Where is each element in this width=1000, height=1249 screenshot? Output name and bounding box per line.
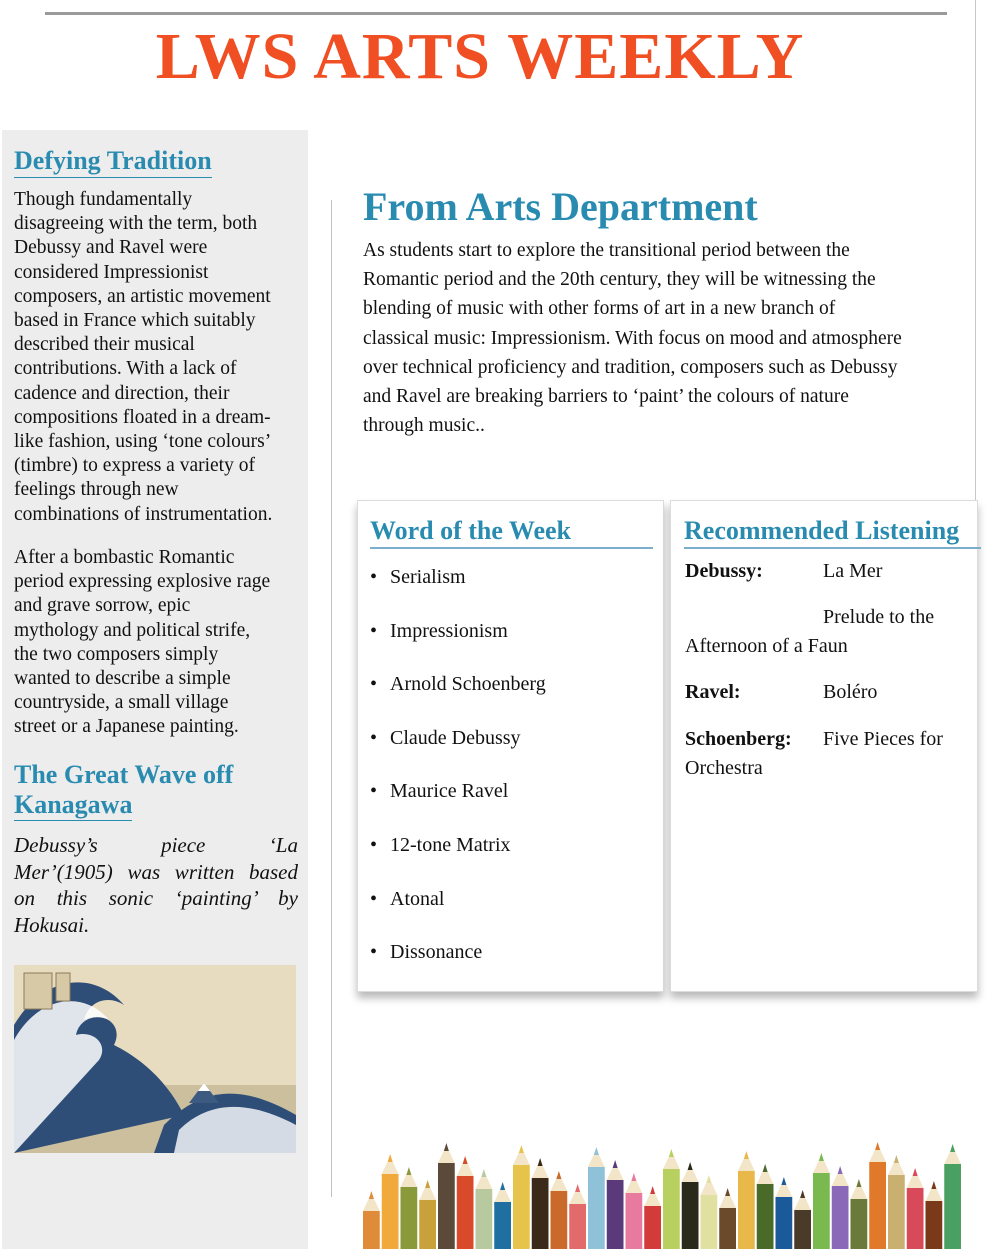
masthead-title: LWS ARTS WEEKLY xyxy=(155,20,805,93)
word-of-the-week-item-label: 12-tone Matrix xyxy=(390,834,511,856)
sidebar-paragraph-line: Though fundamentally xyxy=(14,189,193,210)
pencil xyxy=(644,1186,661,1249)
sidebar-quote-line: on this sonic ‘painting’ by xyxy=(14,886,298,910)
sidebar-paragraph-line: feelings through new xyxy=(14,479,179,501)
sidebar-paragraph-line: disagreeing with the term, both xyxy=(14,213,258,235)
word-of-the-week-item xyxy=(370,940,482,964)
pencil xyxy=(419,1180,436,1249)
word-of-the-week-item-label: Serialism xyxy=(390,566,466,588)
word-of-the-week-item xyxy=(370,726,521,750)
sidebar-paragraph-line: described their musical xyxy=(14,334,195,356)
sidebar-heading-great-wave-line2: Kanagawa xyxy=(14,790,133,819)
pencil xyxy=(663,1149,680,1249)
bullet-icon: • xyxy=(370,941,378,964)
bullet-icon: • xyxy=(370,566,378,588)
rl-ravel-label: Ravel: xyxy=(685,681,741,703)
pencil xyxy=(588,1147,605,1249)
sidebar-paragraph-line: combinations of instrumentation. xyxy=(14,503,273,525)
pencil xyxy=(813,1153,830,1249)
sidebar-paragraph-line: (timbre) to express a variety of xyxy=(14,455,255,477)
rl-schoenberg-work-line1: Five Pieces for xyxy=(823,728,943,750)
pencil xyxy=(738,1151,755,1249)
main-body-line: over technical proficiency and tradition, composers such as Debussy xyxy=(363,356,898,378)
sidebar-paragraph-line: like fashion, using ‘tone colours’ xyxy=(14,431,272,453)
pencil xyxy=(569,1184,586,1249)
pencil xyxy=(907,1168,924,1249)
sidebar-quote xyxy=(14,832,298,938)
pencil xyxy=(382,1154,399,1249)
main-body-line: through music.. xyxy=(363,415,485,437)
recommended-listening-card xyxy=(670,500,978,992)
colored-pencils-illustration xyxy=(362,1105,962,1249)
rl-schoenberg-work-line2: Orchestra xyxy=(685,757,763,779)
pencil xyxy=(494,1182,511,1249)
word-of-the-week-item-label: Maurice Ravel xyxy=(390,780,509,803)
pencil xyxy=(438,1143,455,1249)
bullet-icon: • xyxy=(370,887,378,910)
sidebar-paragraph-line: compositions floated in a dream- xyxy=(14,406,271,428)
sidebar-paragraph-1 xyxy=(14,188,300,527)
bullet-icon: • xyxy=(370,726,378,749)
pencil xyxy=(701,1175,718,1249)
bullet-icon: • xyxy=(370,619,378,642)
pencil xyxy=(926,1181,943,1249)
main-body-line: Romantic period and the 20th century, they will be witnessing the xyxy=(363,269,876,291)
sidebar-paragraph-line: and grave sorrow, epic xyxy=(14,595,191,617)
word-of-the-week-item-label: Impressionism xyxy=(390,619,508,642)
word-of-the-week-item-label: Atonal xyxy=(390,887,445,910)
pencil xyxy=(401,1167,418,1249)
sidebar-paragraph-line: After a bombastic Romantic xyxy=(14,547,235,568)
bullet-icon: • xyxy=(370,673,378,696)
word-of-the-week-item xyxy=(370,619,508,643)
bullet-icon: • xyxy=(370,834,378,856)
sidebar-paragraph-line: considered Impressionist xyxy=(14,261,209,283)
sidebar-paragraph-line: composers, an artistic movement xyxy=(14,285,271,307)
recommended-listening-heading: Recommended Listening xyxy=(684,516,981,549)
main-body-line: As students start to explore the transitional period between the xyxy=(363,240,850,261)
word-of-the-week-item xyxy=(370,833,511,857)
sidebar-heading-great-wave-line1: The Great Wave off xyxy=(14,760,234,789)
pencil xyxy=(869,1142,886,1249)
main-heading: From Arts Department xyxy=(363,184,758,229)
main-body-line: classical music: Impressionism. With focus on mood and atmosphere xyxy=(363,327,902,349)
word-of-the-week-item-label: Arnold Schoenberg xyxy=(390,673,546,696)
pencil xyxy=(832,1166,849,1249)
word-of-the-week-item xyxy=(370,887,444,911)
word-of-the-week-card xyxy=(357,500,664,992)
sidebar-paragraph-line: mythology and political strife, xyxy=(14,619,251,641)
sidebar-paragraph-line: cadence and direction, their xyxy=(14,382,230,404)
top-rule xyxy=(45,12,947,15)
sidebar-quote-line: Debussy’s piece ‘La xyxy=(14,833,298,857)
main-body-line: blending of music with other forms of art in a new branch of xyxy=(363,298,836,320)
column-divider xyxy=(331,200,332,1197)
pencil xyxy=(513,1145,530,1249)
word-of-the-week-heading: Word of the Week xyxy=(370,516,653,549)
sidebar-heading-defying-tradition: Defying Tradition xyxy=(14,146,212,178)
pencil xyxy=(607,1160,624,1249)
word-of-the-week-item xyxy=(370,672,546,696)
sidebar-paragraph-line: based in France which suitably xyxy=(14,310,256,332)
pencil xyxy=(776,1177,793,1249)
pencil xyxy=(532,1158,549,1249)
sidebar-paragraph-line: Debussy and Ravel were xyxy=(14,237,208,259)
word-of-the-week-item-label: Claude Debussy xyxy=(390,726,521,749)
pencil xyxy=(944,1144,961,1249)
pencil xyxy=(476,1169,493,1249)
sidebar-paragraph-line: street or a Japanese painting. xyxy=(14,716,239,738)
sidebar-paragraph-line: contributions. With a lack of xyxy=(14,358,237,380)
sidebar-paragraph-line: countryside, a small village xyxy=(14,692,229,714)
rl-schoenberg-label: Schoenberg: xyxy=(685,728,792,750)
word-of-the-week-item xyxy=(370,779,508,803)
rl-debussy-work-1: La Mer xyxy=(823,560,883,582)
sidebar-quote-line: Hokusai. xyxy=(14,912,90,937)
sidebar-paragraph-line: wanted to describe a simple xyxy=(14,668,231,690)
pencil xyxy=(363,1191,380,1249)
sidebar-quote-line: Mer’(1905) was written based xyxy=(14,859,298,884)
pencil xyxy=(457,1156,474,1249)
rl-debussy-label: Debussy: xyxy=(685,560,763,582)
pencil xyxy=(794,1190,811,1249)
sidebar-paragraph-line: period expressing explosive rage xyxy=(14,571,271,593)
pencil xyxy=(551,1171,568,1249)
bullet-icon: • xyxy=(370,780,378,803)
great-wave-image xyxy=(14,965,296,1153)
pencil xyxy=(757,1164,774,1249)
sidebar-heading-great-wave xyxy=(14,760,233,822)
main-body xyxy=(363,236,963,440)
rl-debussy-work-2-line2: Afternoon of a Faun xyxy=(685,635,848,657)
rl-ravel-work: Boléro xyxy=(823,681,878,703)
pencil xyxy=(851,1179,868,1249)
word-of-the-week-item-label: Dissonance xyxy=(390,941,483,964)
rl-debussy-work-2-line1: Prelude to the xyxy=(823,606,935,628)
pencil xyxy=(888,1155,905,1249)
pencil xyxy=(626,1173,643,1249)
main-body-line: and Ravel are breaking barriers to ‘paint’ the colours of nature xyxy=(363,386,849,408)
sidebar-paragraph-line: the two composers simply xyxy=(14,643,219,665)
word-of-the-week-item xyxy=(370,565,466,589)
sidebar-paragraph-2 xyxy=(14,546,300,740)
pencil xyxy=(719,1188,736,1249)
pencil xyxy=(682,1162,699,1249)
